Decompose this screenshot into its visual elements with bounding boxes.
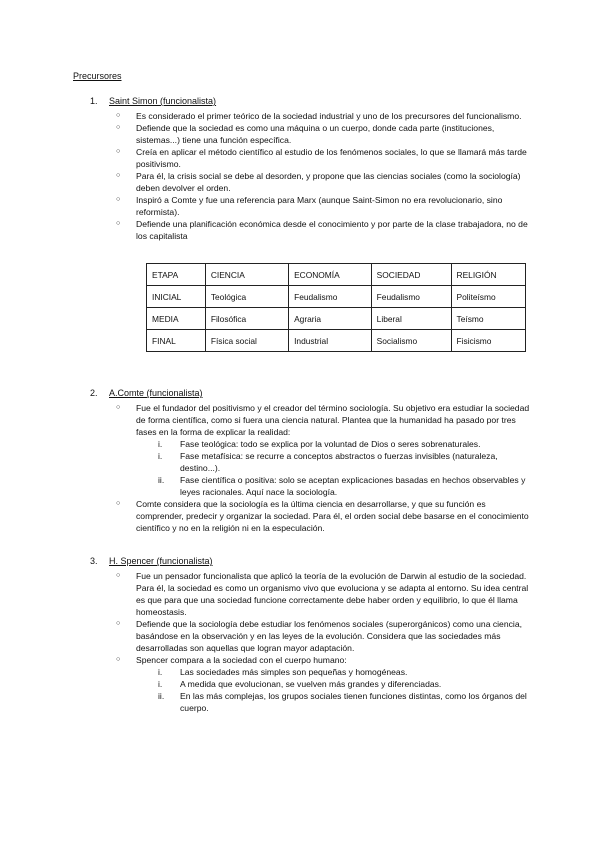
table-row bbox=[147, 308, 526, 330]
bullet-item: ○ Creía en aplicar el método científico al estudio de los fenómenos sociales, lo que se llamará más tarde positivismo. bbox=[116, 146, 530, 170]
roman-numeral: i. bbox=[158, 679, 163, 689]
phase-item bbox=[158, 474, 530, 498]
phase-list bbox=[136, 438, 530, 498]
table-cell: Socialismo bbox=[371, 330, 451, 352]
bullet-item bbox=[116, 402, 530, 498]
table-cell: Feudalismo bbox=[289, 286, 372, 308]
table-cell: Agraria bbox=[289, 308, 372, 330]
table-cell: Industrial bbox=[289, 330, 372, 352]
phase-item bbox=[158, 450, 530, 474]
phase-text: Fase metafísica: se recurre a conceptos abstractos o fuerzas invisibles (naturaleza, destino...). bbox=[180, 451, 498, 473]
sub-text: En las más complejas, los grupos sociales tienen funciones distintas, como los órganos del cuerpo. bbox=[180, 691, 527, 713]
stages-table bbox=[146, 263, 526, 352]
section-number: 2. bbox=[90, 388, 98, 398]
section-comte bbox=[90, 388, 530, 534]
sub-text: Las sociedades más simples son pequeñas y homogéneas. bbox=[180, 667, 408, 677]
table-header-cell: ETAPA bbox=[147, 264, 206, 286]
bullet-list bbox=[90, 570, 530, 714]
sub-text: A medida que evolucionan, se vuelven más grandes y diferenciadas. bbox=[180, 679, 442, 689]
bullet-item: ○ Defiende una planificación económica desde el conocimiento y por parte de la clase trabajadora, no de los capitalista bbox=[116, 218, 530, 242]
table-cell: MEDIA bbox=[147, 308, 206, 330]
sub-list bbox=[136, 666, 530, 714]
bullet-item: ○ Inspiró a Comte y fue una referencia para Marx (aunque Saint-Simon no era revolucionario, sino reformista). bbox=[116, 194, 530, 218]
table-cell: Teológica bbox=[205, 286, 288, 308]
phase-text: Fase teológica: todo se explica por la voluntad de Dios o seres sobrenaturales. bbox=[180, 439, 481, 449]
table-cell: Liberal bbox=[371, 308, 451, 330]
table-cell: Física social bbox=[205, 330, 288, 352]
sub-item bbox=[158, 666, 530, 678]
bullet-item: ○ Defiende que la sociedad es como una máquina o un cuerpo, donde cada parte (instituciones, sistemas...) tiene una función específica. bbox=[116, 122, 530, 146]
roman-numeral: ii. bbox=[158, 691, 165, 701]
sub-item bbox=[158, 690, 530, 714]
bullet-list bbox=[90, 402, 530, 534]
table-cell: INICIAL bbox=[147, 286, 206, 308]
table-cell: FINAL bbox=[147, 330, 206, 352]
bullet-text: Fue el fundador del positivismo y el creador del término sociología. Su objetivo era estudiar la sociedad de forma científica, como si fuera una ciencia natural. Plantea que la humanidad ha pasado por tres fases en la forma de explicar la realidad: bbox=[136, 403, 530, 437]
roman-numeral: i. bbox=[158, 667, 163, 677]
bullet-list bbox=[90, 110, 530, 242]
table-header-cell: SOCIEDAD bbox=[371, 264, 451, 286]
sub-item bbox=[158, 678, 530, 690]
table-header-cell: RELIGIÓN bbox=[451, 264, 525, 286]
section-saint-simon bbox=[90, 96, 530, 242]
page-title: Precursores bbox=[73, 71, 122, 81]
section-title: H. Spencer (funcionalista) bbox=[109, 556, 213, 566]
roman-numeral: ii. bbox=[158, 475, 165, 485]
phase-item bbox=[158, 438, 530, 450]
bullet-item: ○ Para él, la crisis social se debe al desorden, y propone que las ciencias sociales (como la sociología) deben devolver el orden. bbox=[116, 170, 530, 194]
section-title: A.Comte (funcionalista) bbox=[109, 388, 203, 398]
section-title: Saint Simon (funcionalista) bbox=[109, 96, 217, 106]
section-spencer bbox=[90, 556, 530, 714]
bullet-item: ○ Defiende que la sociología debe estudiar los fenómenos sociales (superorgánicos) como una ciencia, basándose en la observación y en las leyes de la evolución. Considera que las sociedades más desarrolladas son aquellas que logran mayor adaptación. bbox=[116, 618, 530, 654]
section-number: 3. bbox=[90, 556, 98, 566]
bullet-item bbox=[116, 654, 530, 714]
table-header-cell: CIENCIA bbox=[205, 264, 288, 286]
table-cell: Teísmo bbox=[451, 308, 525, 330]
roman-numeral: i. bbox=[158, 439, 163, 449]
table-cell: Filosófica bbox=[205, 308, 288, 330]
bullet-item: ○ Es considerado el primer teórico de la sociedad industrial y uno de los precursores del funcionalismo. bbox=[116, 110, 530, 122]
bullet-item: ○ Comte considera que la sociología es la última ciencia en desarrollarse, y que su función es comprender, predecir y organizar la sociedad. Para él, el orden social debe basarse en el conocimiento científico y no en la religión ni en la especulación. bbox=[116, 498, 530, 534]
bullet-text: Spencer compara a la sociedad con el cuerpo humano: bbox=[136, 655, 347, 665]
table-row bbox=[147, 330, 526, 352]
table-header-cell: ECONOMÍA bbox=[289, 264, 372, 286]
section-number: 1. bbox=[90, 96, 98, 106]
roman-numeral: i. bbox=[158, 451, 163, 461]
table-cell: Feudalismo bbox=[371, 286, 451, 308]
table-row bbox=[147, 286, 526, 308]
bullet-item: ○ Fue un pensador funcionalista que aplicó la teoría de la evolución de Darwin al estudio de la sociedad. Para él, la sociedad es como un organismo vivo que evoluciona y se adapta al entorno. Su idea central es que para que una sociedad funcione correctamente debe haber orden y equilibrio, lo que él llama homeostasis. bbox=[116, 570, 530, 618]
table-cell: Politeísmo bbox=[451, 286, 525, 308]
table-cell: Fisicismo bbox=[451, 330, 525, 352]
phase-text: Fase científica o positiva: solo se aceptan explicaciones basadas en hechos observables y leyes racionales. Aquí nace la sociología. bbox=[180, 475, 526, 497]
table-header-row bbox=[147, 264, 526, 286]
